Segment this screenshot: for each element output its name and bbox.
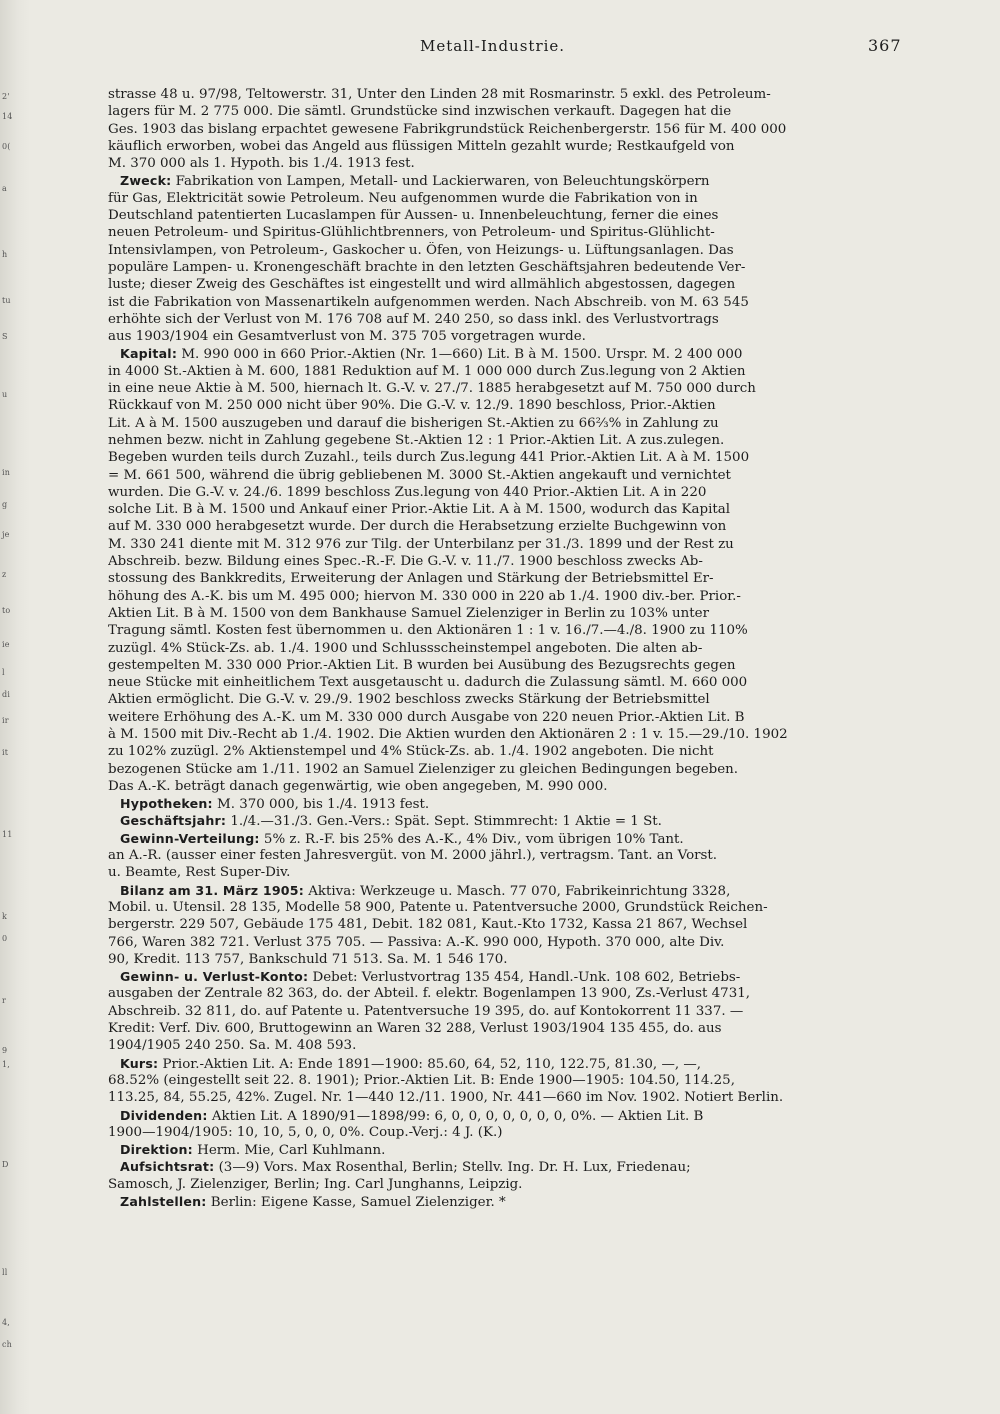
line-text: luste; dieser Zweig des Geschäftes ist eingestellt und wird allmählich abgestossen, dagegen (108, 277, 736, 293)
text-line (108, 501, 904, 518)
line-text: gestempelten M. 330 000 Prior.-Aktien Lit. B wurden bei Ausübung des Bezugsrechts gegen (108, 657, 736, 673)
text-line (108, 899, 904, 916)
section-heading: Zweck: (120, 173, 172, 189)
line-text: lagers für M. 2 775 000. Die sämtl. Grundstücke sind inzwischen verkauft. Dagegen hat die (108, 104, 732, 120)
line-text: = M. 661 500, während die übrig gebliebenen M. 3000 St.-Aktien angekauft und vernichtet (108, 467, 731, 483)
section-heading: Bilanz am 31. März 1905: (120, 882, 304, 898)
line-text: ausgaben der Zentrale 82 363, do. der Abteil. f. elektr. Bogenlampen 13 900, Zs.-Verlust 4731, (108, 986, 750, 1002)
text-line (108, 588, 904, 605)
line-text: Aktiva: Werkzeuge u. Masch. 77 070, Fabrikeinrichtung 3328, (303, 883, 731, 899)
text-line (108, 449, 904, 466)
line-text: Debet: Verlustvortrag 135 454, Handl.-Unk. 108 602, Betriebs- (308, 970, 741, 986)
text-line (108, 1003, 904, 1020)
document-body (108, 86, 904, 1210)
paragraph (108, 86, 904, 172)
text-line (108, 553, 904, 570)
line-text: für Gas, Elektricität sowie Petroleum. Neu aufgenommen wurde die Fabrikation von in (108, 190, 698, 206)
text-line (108, 968, 904, 985)
line-text: aus 1903/1904 ein Gesamtverlust von M. 375 705 vorgetragen wurde. (108, 329, 586, 345)
text-line (108, 847, 904, 864)
text-line (108, 812, 904, 829)
text-line (108, 726, 904, 743)
gutter-fragment: z (2, 570, 7, 579)
section-heading: Gewinn-Verteilung: (120, 830, 260, 846)
gutter-fragment: k (2, 912, 8, 921)
text-line (108, 709, 904, 726)
line-text: bezogenen Stücke am 1./11. 1902 an Samuel Zielenziger zu gleichen Bedingungen begeben. (108, 761, 739, 777)
text-line (108, 570, 904, 587)
text-line (108, 415, 904, 432)
line-text: Aktien Lit. B à M. 1500 von dem Bankhause Samuel Zielenziger in Berlin zu 103% unter (108, 605, 710, 621)
gutter-fragment: 14 (2, 112, 13, 121)
paragraph (108, 1107, 904, 1142)
text-line (108, 778, 904, 795)
line-text: M. 370 000, bis 1./4. 1913 fest. (212, 797, 430, 813)
text-line (108, 207, 904, 224)
section-heading: Kapital: (120, 346, 178, 362)
gutter-fragment: 11 (2, 830, 13, 839)
line-text: auf M. 330 000 herabgesetzt wurde. Der durch die Herabsetzung erzielte Buchgewinn von (108, 519, 727, 535)
running-title: Metall-Industrie. (420, 37, 566, 55)
gutter-fragment: 0 (2, 934, 8, 943)
section-heading: Geschäftsjahr: (120, 813, 227, 829)
text-line (108, 121, 904, 138)
gutter-fragment: 9 (2, 1046, 8, 1055)
gutter-fragment: ch (2, 1340, 13, 1349)
line-text: u. Beamte, Rest Super-Div. (108, 865, 291, 881)
paragraph (108, 1141, 904, 1158)
text-line (108, 640, 904, 657)
text-line (108, 294, 904, 311)
text-line (108, 224, 904, 241)
line-text: Kredit: Verf. Div. 600, Bruttogewinn an Waren 32 288, Verlust 1903/1904 135 455, do. aus (108, 1021, 722, 1037)
gutter-fragment: tu (2, 296, 11, 305)
line-text: 1900—1904/1905: 10, 10, 5, 0, 0, 0%. Coup.-Verj.: 4 J. (K.) (108, 1124, 503, 1140)
text-line (108, 363, 904, 380)
section-heading: Zahlstellen: (120, 1194, 207, 1209)
gutter-fragment: it (2, 748, 9, 757)
line-text: höhung des A.-K. bis um M. 495 000; hiervon M. 330 000 in 220 ab 1./4. 1900 div.-ber. Prior.- (108, 588, 741, 604)
line-text: (3—9) Vors. Max Rosenthal, Berlin; Stellv. Ing. Dr. H. Lux, Friedenau; (214, 1160, 691, 1176)
text-line (108, 484, 904, 501)
text-line (108, 311, 904, 328)
line-text: Lit. A à M. 1500 auszugeben und darauf die bisherigen St.-Aktien zu 66⅔% in Zahlung zu (108, 415, 719, 431)
gutter-fragment: to (2, 606, 11, 615)
text-line (108, 934, 904, 951)
text-line (108, 1193, 904, 1210)
line-text: bergerstr. 229 507, Gebäude 175 481, Debit. 182 081, Kaut.-Kto 1732, Kassa 21 867, Wechsel (108, 917, 748, 933)
gutter-fragment: 2' (2, 92, 10, 101)
gutter-fragment: D (2, 1160, 9, 1169)
line-text: neue Stücke mit einheitlichem Text ausgetauscht u. dadurch die Zulassung sämtl. M. 660 000 (108, 675, 748, 691)
paragraph (108, 345, 904, 795)
line-text: 766, Waren 382 721. Verlust 375 705. — Passiva: A.-K. 990 000, Hypoth. 370 000, alte Div. (108, 934, 725, 950)
gutter-fragment: u (2, 390, 8, 399)
text-line (108, 467, 904, 484)
paragraph (108, 830, 904, 882)
text-line (108, 795, 904, 812)
section-heading: Gewinn- u. Verlust-Konto: (120, 969, 309, 985)
gutter-fragment: 1, (2, 1060, 11, 1069)
page-header (0, 34, 1000, 58)
text-line (108, 103, 904, 120)
line-text: 90, Kredit. 113 757, Bankschuld 71 513. Sa. M. 1 546 170. (108, 951, 508, 967)
line-text: Aktien ermöglicht. Die G.-V. v. 29./9. 1902 beschloss zwecks Stärkung der Betriebsmittel (108, 692, 710, 708)
line-text: 68.52% (eingestellt seit 22. 8. 1901); Prior.-Aktien Lit. B: Ende 1900—1905: 104.50, 114.25, (108, 1072, 735, 1088)
text-line (108, 536, 904, 553)
text-line (108, 743, 904, 760)
line-text: 113.25, 84, 55.25, 42%. Zugel. Nr. 1—440 12./11. 1900, Nr. 441—660 im Nov. 1902. Notiert Berlin. (108, 1090, 784, 1106)
section-heading: Direktion: (120, 1142, 193, 1158)
text-line (108, 1055, 904, 1072)
gutter-fragment: l (2, 668, 5, 677)
page-number: 367 (868, 36, 902, 55)
line-text: zu 102% zuzügl. 2% Aktienstempel und 4% Stück-Zs. ab. 1./4. 1902 angeboten. Die nicht (108, 744, 714, 760)
line-text: Samosch, J. Zielenziger, Berlin; Ing. Carl Junghanns, Leipzig. (108, 1176, 523, 1192)
line-text: Begeben wurden teils durch Zuzahl., teils durch Zus.legung 441 Prior.-Aktien Lit. A à M. 1500 (108, 450, 750, 466)
line-text: Abschreib. 32 811, do. auf Patente u. Patentversuche 19 395, do. auf Kontokorrent 11 337. — (108, 1003, 744, 1019)
paragraph (108, 1158, 904, 1193)
line-text: stossung des Bankkredits, Erweiterung der Anlagen und Stärkung der Betriebsmittel Er- (108, 571, 714, 587)
line-text: Tragung sämtl. Kosten fest übernommen u. den Aktionären 1 : 1 v. 16./7.—4./8. 1900 zu 110% (108, 623, 748, 639)
line-text: solche Lit. B à M. 1500 und Ankauf einer Prior.-Aktie Lit. A à M. 1500, wodurch das Kapital (108, 502, 731, 518)
gutter-fragment: ll (2, 1268, 8, 1277)
gutter-fragment: g (2, 500, 8, 509)
line-text: Herm. Mie, Carl Kuhlmann. (192, 1143, 386, 1159)
text-line (108, 518, 904, 535)
text-line (108, 985, 904, 1002)
text-line (108, 138, 904, 155)
text-line (108, 397, 904, 414)
line-text: Abschreib. bezw. Bildung eines Spec.-R.-F. Die G.-V. v. 11./7. 1900 beschloss zwecks Ab- (108, 554, 703, 570)
text-line (108, 916, 904, 933)
paragraph (108, 1055, 904, 1107)
text-line (108, 1141, 904, 1158)
text-line (108, 691, 904, 708)
paragraph (108, 795, 904, 812)
line-text: Prior.-Aktien Lit. A: Ende 1891—1900: 85.60, 64, 52, 110, 122.75, 81.30, —, —, (158, 1056, 701, 1072)
line-text: M. 370 000 als 1. Hypoth. bis 1./4. 1913 fest. (108, 156, 415, 172)
text-line (108, 864, 904, 881)
gutter-fragment: a (2, 184, 7, 193)
text-line (108, 190, 904, 207)
paragraph (108, 812, 904, 829)
line-text: neuen Petroleum- und Spiritus-Glühlichtbrenners, von Petroleum- und Spiritus-Glühlicht- (108, 225, 715, 241)
text-line (108, 761, 904, 778)
line-text: in 4000 St.-Aktien à M. 600, 1881 Reduktion auf M. 1 000 000 durch Zus.legung von 2 Aktien (108, 363, 746, 379)
text-line (108, 674, 904, 691)
text-line (108, 1176, 904, 1193)
text-line (108, 259, 904, 276)
gutter-fragment: in (2, 468, 11, 477)
line-text: M. 990 000 in 660 Prior.-Aktien (Nr. 1—660) Lit. B à M. 1500. Urspr. M. 2 400 000 (177, 347, 743, 363)
text-line (108, 1037, 904, 1054)
line-text: ist die Fabrikation von Massenartikeln aufgenommen werden. Nach Abschreib. von M. 63 545 (108, 294, 749, 310)
line-text: nehmen bezw. nicht in Zahlung gegebene St.-Aktien 12 : 1 Prior.-Aktien Lit. A zus.zulegen. (108, 432, 725, 448)
text-line (108, 380, 904, 397)
gutter-fragment: 4, (2, 1318, 11, 1327)
line-text: Intensivlampen, von Petroleum-, Gaskocher u. Öfen, von Heizungs- u. Lüftungsanlagen. Das (108, 242, 734, 258)
line-text: à M. 1500 mit Div.-Recht ab 1./4. 1902. Die Aktien wurden den Aktionären 2 : 1 v. 15.—29./10. 1902 (108, 726, 788, 742)
text-line (108, 1020, 904, 1037)
text-line (108, 622, 904, 639)
gutter-fragment: je (2, 530, 10, 539)
section-heading: Kurs: (120, 1055, 159, 1071)
line-text: 1./4.—31./3. Gen.-Vers.: Spät. Sept. Stimmrecht: 1 Aktie = 1 St. (226, 814, 662, 830)
paragraph (108, 968, 904, 1054)
text-line (108, 605, 904, 622)
line-text: Aktien Lit. A 1890/91—1898/99: 6, 0, 0, 0, 0, 0, 0, 0, 0%. — Aktien Lit. B (207, 1108, 704, 1124)
gutter-fragment: h (2, 250, 8, 259)
text-line (108, 432, 904, 449)
line-text: an A.-R. (ausser einer festen Jahresvergüt. von M. 2000 jährl.), vertragsm. Tant. an Vorst. (108, 848, 718, 864)
text-line (108, 276, 904, 293)
line-text: 5% z. R.-F. bis 25% des A.-K., 4% Div., vom übrigen 10% Tant. (259, 831, 684, 847)
line-text: Rückkauf von M. 250 000 nicht über 90%. Die G.-V. v. 12./9. 1890 beschloss, Prior.-Aktien (108, 398, 716, 414)
text-line (108, 172, 904, 189)
text-line (108, 1089, 904, 1106)
line-text: Das A.-K. beträgt danach gegenwärtig, wie oben angegeben, M. 990 000. (108, 778, 608, 794)
line-text: Berlin: Eigene Kasse, Samuel Zielenziger. * (206, 1195, 506, 1210)
paragraph (108, 1193, 904, 1210)
line-text: M. 330 241 diente mit M. 312 976 zur Tilg. der Unterbilanz per 31./3. 1899 und der Rest zu (108, 536, 734, 552)
text-line (108, 1072, 904, 1089)
text-line (108, 242, 904, 259)
gutter-fragment: 0( (2, 142, 11, 151)
gutter-fragment: r (2, 996, 7, 1005)
line-text: Mobil. u. Utensil. 28 135, Modelle 58 900, Patente u. Patentversuche 2000, Grundstück Reichen- (108, 899, 768, 915)
gutter-fragment: ir (2, 716, 9, 725)
text-line (108, 830, 904, 847)
line-text: käuflich erworben, wobei das Angeld aus flüssigen Mitteln gezahlt wurde; Restkaufgeld von (108, 138, 735, 154)
line-text: erhöhte sich der Verlust von M. 176 708 auf M. 240 250, so dass inkl. des Verlustvortrags (108, 311, 719, 327)
section-heading: Aufsichtsrat: (120, 1159, 215, 1175)
section-heading: Hypotheken: (120, 796, 213, 812)
line-text: in eine neue Aktie à M. 500, hiernach lt. G.-V. v. 27./7. 1885 herabgesetzt auf M. 750 000 durch (108, 381, 756, 397)
text-line (108, 1124, 904, 1141)
scanned-page-gutter (0, 0, 30, 1414)
line-text: weitere Erhöhung des A.-K. um M. 330 000 durch Ausgabe von 220 neuen Prior.-Aktien Lit. B (108, 709, 745, 725)
text-line (108, 328, 904, 345)
section-heading: Dividenden: (120, 1107, 208, 1123)
text-line (108, 86, 904, 103)
text-line (108, 951, 904, 968)
text-line (108, 1107, 904, 1124)
text-line (108, 657, 904, 674)
text-line (108, 155, 904, 172)
line-text: populäre Lampen- u. Kronengeschäft brachte in den letzten Geschäftsjahren bedeutende Ver- (108, 259, 746, 275)
text-line (108, 1158, 904, 1175)
line-text: strasse 48 u. 97/98, Teltowerstr. 31, Unter den Linden 28 mit Rosmarinstr. 5 exkl. des Petroleum- (108, 87, 771, 102)
text-line (108, 345, 904, 362)
gutter-fragment: di (2, 690, 11, 699)
line-text: Fabrikation von Lampen, Metall- und Lackierwaren, von Beleuchtungskörpern (171, 174, 710, 190)
line-text: 1904/1905 240 250. Sa. M. 408 593. (108, 1038, 357, 1054)
line-text: Ges. 1903 das bislang erpachtet gewesene Fabrikgrundstück Reichenbergerstr. 156 für M. 400 000 (108, 121, 787, 137)
text-line (108, 882, 904, 899)
gutter-fragment: ie (2, 640, 10, 649)
paragraph (108, 882, 904, 968)
line-text: wurden. Die G.-V. v. 24./6. 1899 beschloss Zus.legung von 440 Prior.-Aktien Lit. A in 220 (108, 484, 707, 500)
gutter-fragment: S (2, 332, 8, 341)
line-text: zuzügl. 4% Stück-Zs. ab. 1./4. 1900 und Schlussscheinstempel angeboten. Die alten ab- (108, 640, 703, 656)
line-text: Deutschland patentierten Lucaslampen für Aussen- u. Innenbeleuchtung, ferner die eines (108, 208, 719, 224)
paragraph (108, 172, 904, 345)
